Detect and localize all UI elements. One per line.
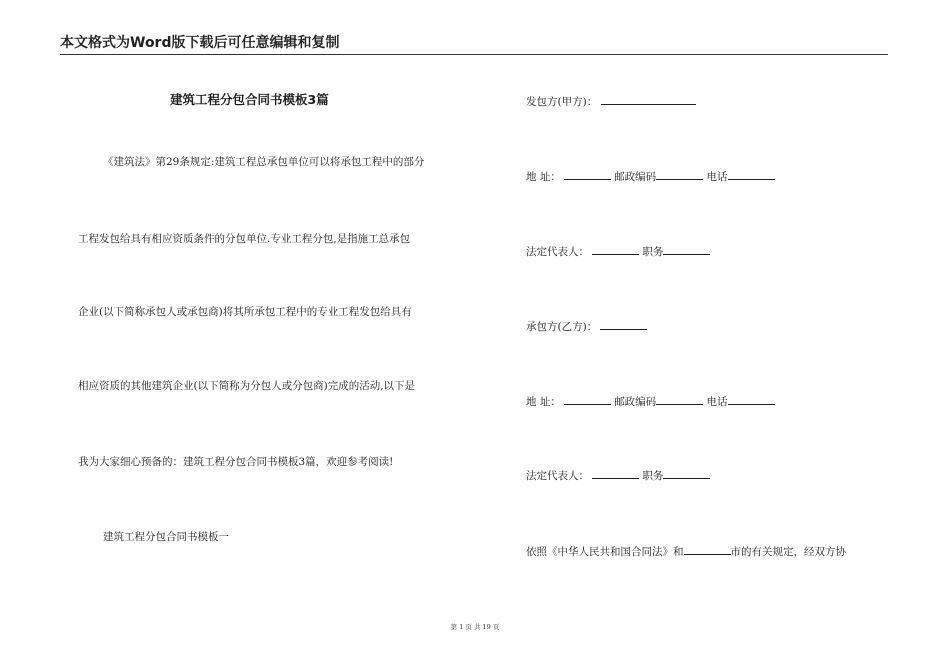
legal-rep-blank	[592, 467, 639, 479]
party-a-address-line	[526, 168, 775, 184]
paragraph-line-5: 我为大家细心预备的：建筑工程分包合同书模板3篇，欢迎参考阅读!	[78, 456, 394, 468]
party-b-blank	[600, 318, 647, 330]
page-number: 第 1 页 共 19 页	[450, 623, 500, 631]
legal-rep-label: 法定代表人：	[526, 470, 589, 482]
address-label: 地 址：	[526, 396, 561, 408]
document-header	[60, 34, 888, 55]
phone-label: 电话	[706, 396, 728, 408]
address-blank	[564, 393, 611, 405]
address-label: 地 址：	[526, 171, 561, 183]
document-title: 建筑工程分包合同书模板3篇	[170, 92, 329, 107]
header-title: 本文格式为Word版下载后可任意编辑和复制	[60, 35, 340, 51]
phone-label: 电话	[706, 171, 728, 183]
address-blank	[564, 168, 611, 180]
position-label: 职务	[642, 470, 664, 482]
section-heading: 建筑工程分包合同书模板一	[103, 531, 229, 543]
legal-rep-blank	[592, 243, 639, 255]
postcode-label: 邮政编码	[614, 396, 657, 408]
party-a-legal-rep-line	[526, 243, 710, 259]
party-a-line	[526, 93, 696, 109]
paragraph-line-2: 工程发包给具有相应资质条件的分包单位.专业工程分包,是指施工总承包	[78, 233, 411, 245]
party-a-blank	[601, 93, 696, 105]
party-a-label: 发包方(甲方)：	[526, 96, 598, 108]
party-b-line	[526, 318, 647, 334]
basis-prefix: 依照《中华人民共和国合同法》和	[526, 546, 684, 558]
city-blank	[684, 543, 731, 555]
paragraph-line-3: 企业(以下简称承包人或承包商)将其所承包工程中的专业工程发包给具有	[78, 306, 412, 318]
paragraph-line-1: 《建筑法》第29条规定:建筑工程总承包单位可以将承包工程中的部分	[103, 156, 425, 168]
party-b-legal-rep-line	[526, 467, 710, 483]
paragraph-line-4: 相应资质的其他建筑企业(以下简称为分包人或分包商)完成的活动,以下是	[78, 380, 416, 392]
position-blank	[663, 243, 710, 255]
party-b-address-line	[526, 393, 775, 409]
basis-suffix: 市的有关规定，经双方协	[730, 546, 846, 558]
phone-blank	[728, 168, 775, 180]
contract-basis-line	[526, 543, 846, 559]
position-blank	[663, 467, 710, 479]
phone-blank	[728, 393, 775, 405]
postcode-blank	[656, 393, 703, 405]
party-b-label: 承包方(乙方)：	[526, 321, 598, 333]
position-label: 职务	[642, 246, 664, 258]
postcode-label: 邮政编码	[614, 171, 657, 183]
legal-rep-label: 法定代表人：	[526, 246, 589, 258]
postcode-blank	[656, 168, 703, 180]
